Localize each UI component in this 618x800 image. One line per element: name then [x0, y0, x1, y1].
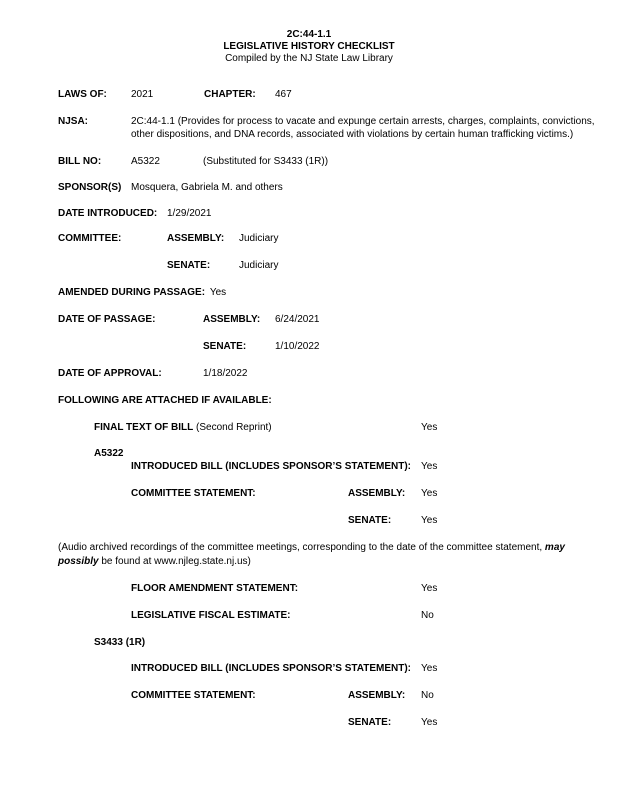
passage-assembly-date: 6/24/2021 [275, 314, 320, 325]
s3433-assembly-label: ASSEMBLY: [348, 690, 406, 701]
bill-number: A5322 [131, 156, 160, 167]
amended-value: Yes [209, 287, 227, 298]
date-of-passage-label: DATE OF PASSAGE: [58, 314, 156, 325]
committee-label: COMMITTEE: [58, 233, 122, 244]
a5322-floor-value: Yes [421, 583, 438, 594]
a5322-introduced-value: Yes [421, 461, 438, 472]
a5322-committee-label: COMMITTEE STATEMENT: [131, 488, 256, 499]
s3433-assembly-value: No [421, 690, 434, 701]
a5322-heading: A5322 [94, 448, 124, 459]
a5322-senate-value: Yes [421, 515, 438, 526]
page-title: LEGISLATIVE HISTORY CHECKLIST [223, 41, 395, 52]
passage-senate-label: SENATE: [203, 341, 247, 352]
committee-assembly-value: Judiciary [239, 233, 279, 244]
njsa-label: NJSA: [58, 116, 89, 127]
laws-of-label: LAWS OF: [58, 89, 107, 100]
date-introduced-value: 1/29/2021 [167, 208, 212, 219]
final-text-value: Yes [421, 422, 438, 433]
s3433-senate-value: Yes [421, 717, 438, 728]
a5322-introduced-label: INTRODUCED BILL (INCLUDES SPONSOR’S STATEMENT): [131, 461, 411, 472]
a5322-fiscal-label: LEGISLATIVE FISCAL ESTIMATE: [131, 610, 291, 621]
sponsors-value: Mosquera, Gabriela M. and others [131, 182, 283, 193]
substituted-note: (Substituted for S3433 (1R)) [203, 156, 329, 167]
a5322-assembly-label: ASSEMBLY: [348, 488, 406, 499]
a5322-fiscal-value: No [421, 610, 434, 621]
s3433-introduced-value: Yes [421, 663, 438, 674]
date-of-approval-label: DATE OF APPROVAL: [58, 368, 162, 379]
following-heading: FOLLOWING ARE ATTACHED IF AVAILABLE: [58, 395, 272, 406]
s3433-heading: S3433 (1R) [94, 637, 146, 648]
amended-label: AMENDED DURING PASSAGE: [58, 287, 206, 298]
date-introduced-label: DATE INTRODUCED: [58, 208, 158, 219]
njsa-description-line2: other dispositions, and DNA records, associated with violations by certain human trafficking victims.) [131, 129, 574, 140]
amended-row [58, 286, 226, 300]
committee-senate-value: Judiciary [239, 260, 279, 271]
committee-assembly-label: ASSEMBLY: [167, 233, 225, 244]
audio-note-part1: (Audio archived recordings of the committee meetings, corresponding to the date of the committee statement, [58, 542, 545, 553]
bill-no-label: BILL NO: [58, 156, 102, 167]
sponsors-label: SPONSOR(S) [58, 182, 122, 193]
final-text-note: (Second Reprint) [196, 422, 272, 433]
a5322-senate-label: SENATE: [348, 515, 392, 526]
statute-number: 2C:44-1.1 [286, 29, 332, 40]
njsa-description-line1: 2C:44-1.1 (Provides for process to vacate and expunge certain arrests, charges, complaints, convictions, [131, 116, 595, 127]
laws-of-year: 2021 [131, 89, 154, 100]
date-of-approval-value: 1/18/2022 [203, 368, 248, 379]
s3433-committee-label: COMMITTEE STATEMENT: [131, 690, 256, 701]
passage-senate-date: 1/10/2022 [275, 341, 320, 352]
audio-note-emphasis: may possibly [58, 542, 565, 567]
committee-senate-label: SENATE: [167, 260, 211, 271]
chapter-label: CHAPTER: [204, 89, 256, 100]
audio-note [58, 541, 590, 568]
audio-note-part2: be found at www.njleg.state.nj.us) [98, 555, 251, 567]
compiled-by: Compiled by the NJ State Law Library [225, 53, 393, 64]
chapter-number: 467 [275, 89, 292, 100]
final-text-row [94, 421, 272, 435]
passage-assembly-label: ASSEMBLY: [203, 314, 261, 325]
s3433-senate-label: SENATE: [348, 717, 392, 728]
s3433-introduced-label: INTRODUCED BILL (INCLUDES SPONSOR’S STATEMENT): [131, 663, 411, 674]
a5322-floor-label: FLOOR AMENDMENT STATEMENT: [131, 583, 299, 594]
final-text-label: FINAL TEXT OF BILL [94, 422, 194, 433]
a5322-assembly-value: Yes [421, 488, 438, 499]
